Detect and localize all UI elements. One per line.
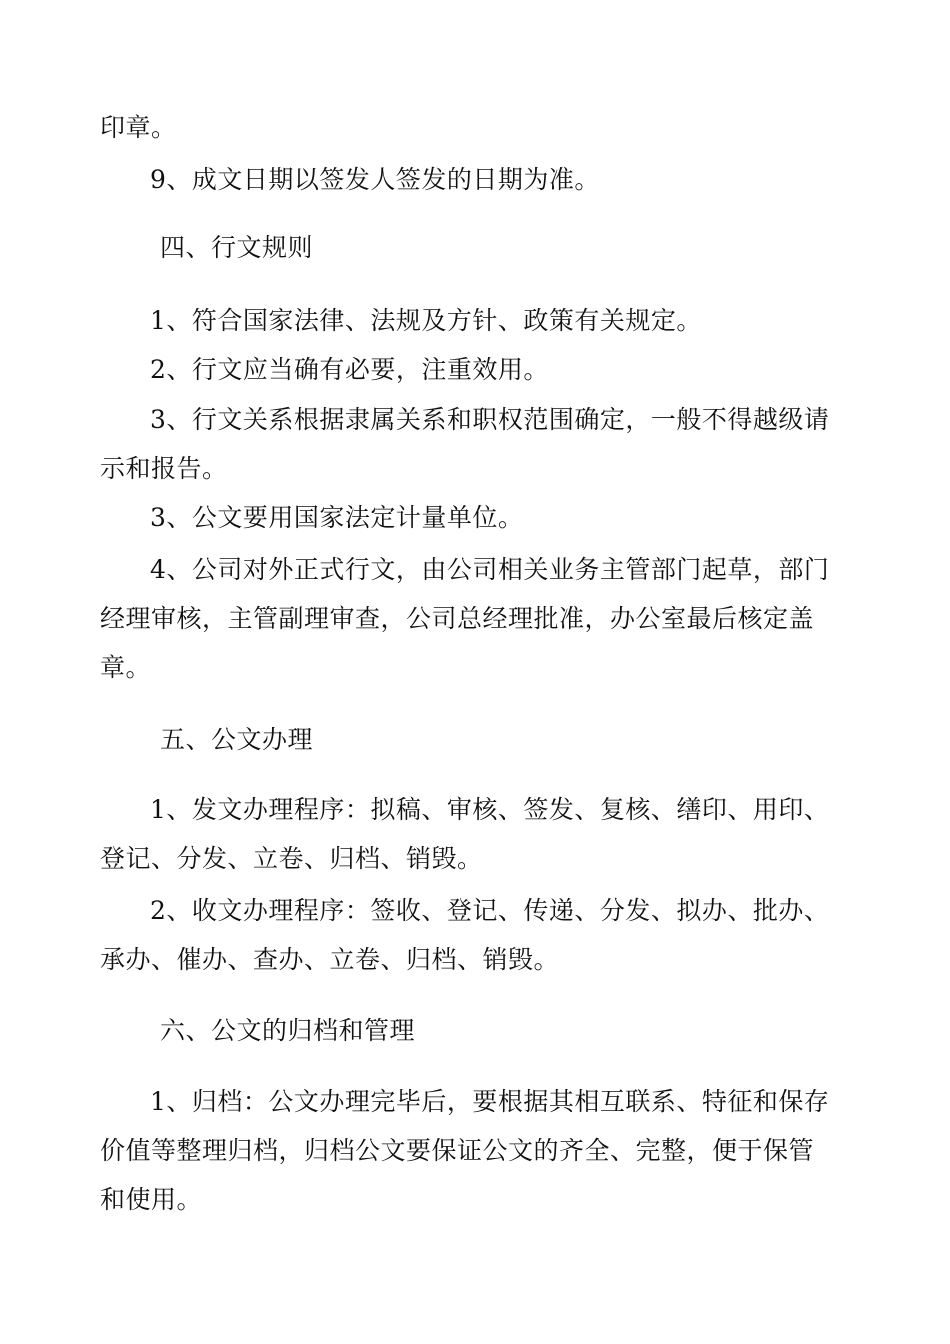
paragraph-line: 价值等整理归档，归档公文要保证公文的齐全、完整，便于保管 bbox=[100, 1136, 815, 1165]
paragraph-line: 1、发文办理程序：拟稿、审核、签发、复核、缮印、用印、 bbox=[150, 795, 830, 824]
paragraph-line: 承办、催办、查办、立卷、归档、销毁。 bbox=[100, 945, 560, 974]
paragraph-line: 9、成文日期以签发人签发的日期为准。 bbox=[150, 165, 600, 194]
paragraph-line: 经理审核，主管副理审查，公司总经理批准，办公室最后核定盖 bbox=[100, 604, 815, 633]
paragraph-line: 3、公文要用国家法定计量单位。 bbox=[150, 503, 524, 532]
paragraph-line: 2、行文应当确有必要，注重效用。 bbox=[150, 355, 549, 384]
paragraph-line: 3、行文关系根据隶属关系和职权范围确定，一般不得越级请 bbox=[150, 405, 830, 434]
paragraph-line: 章。 bbox=[100, 653, 152, 682]
section-heading: 五、公文办理 bbox=[160, 725, 314, 754]
paragraph-line: 4、公司对外正式行文，由公司相关业务主管部门起草，部门 bbox=[150, 555, 830, 584]
paragraph-line: 和使用。 bbox=[100, 1185, 203, 1214]
section-heading: 六、公文的归档和管理 bbox=[160, 1016, 416, 1045]
paragraph-line: 印章。 bbox=[100, 113, 177, 142]
paragraph-line: 1、归档：公文办理完毕后，要根据其相互联系、特征和保存 bbox=[150, 1087, 830, 1116]
paragraph-line: 2、收文办理程序：签收、登记、传递、分发、拟办、批办、 bbox=[150, 896, 830, 925]
paragraph-line: 登记、分发、立卷、归档、销毁。 bbox=[100, 844, 483, 873]
paragraph-line: 示和报告。 bbox=[100, 454, 228, 483]
section-heading: 四、行文规则 bbox=[160, 233, 314, 262]
paragraph-line: 1、符合国家法律、法规及方针、政策有关规定。 bbox=[150, 306, 702, 335]
